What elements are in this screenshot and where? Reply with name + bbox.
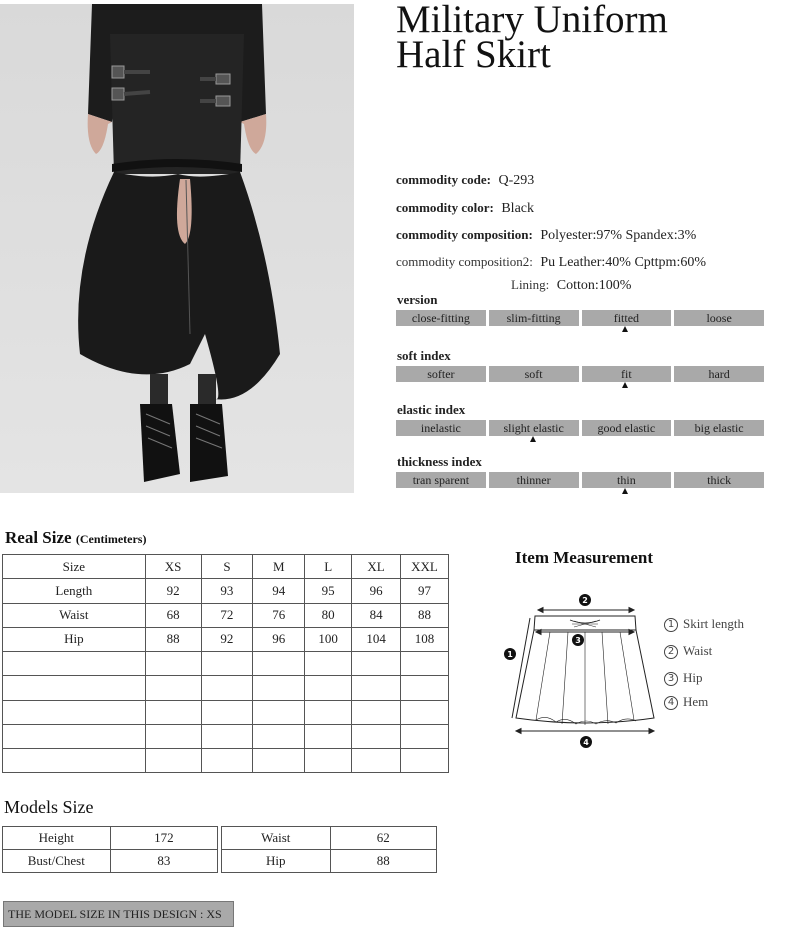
table-row-empty <box>3 676 449 700</box>
table-cell: 68 <box>145 603 201 627</box>
model-size-table-right <box>221 826 437 873</box>
table-row <box>222 827 437 850</box>
elastic-index-title: elastic index <box>397 402 466 417</box>
thickness-index-title: thickness index <box>397 454 482 469</box>
real-size-title <box>5 528 146 548</box>
table-header-cell: Size <box>3 555 146 579</box>
commodity-code-value: Q-293 <box>498 173 535 188</box>
scale-option: hard <box>674 366 764 382</box>
item-measurement-title: Item Measurement <box>515 548 654 567</box>
table-cell: 84 <box>352 603 401 627</box>
scale-option: soft <box>489 366 579 382</box>
table-row-empty <box>3 724 449 748</box>
legend-label: Hip <box>683 670 703 685</box>
svg-text:3: 3 <box>575 636 581 645</box>
svg-text:1: 1 <box>507 650 513 659</box>
scale-option: inelastic <box>396 420 486 436</box>
soft-index-scale <box>396 366 764 382</box>
table-row-empty <box>3 652 449 676</box>
table-row <box>3 603 449 627</box>
commodity-code-label: commodity code: <box>396 172 491 187</box>
scale-option: close-fitting <box>396 310 486 326</box>
table-cell: 96 <box>352 579 401 603</box>
bust-value: 83 <box>110 850 217 873</box>
table-cell: Waist <box>3 603 146 627</box>
legend-skirt-length <box>664 616 744 632</box>
elastic-index-marker-icon <box>530 436 536 442</box>
scale-option: thinner <box>489 472 579 488</box>
thickness-index-marker-icon <box>622 488 628 494</box>
scale-option: big elastic <box>674 420 764 436</box>
real-size-unit: (Centimeters) <box>75 532 147 546</box>
table-row-empty <box>3 749 449 773</box>
commodity-composition-label: commodity composition: <box>396 227 533 242</box>
table-row <box>222 850 437 873</box>
table-cell: 92 <box>145 579 201 603</box>
legend-number: 2 <box>664 645 678 659</box>
elastic-index-scale <box>396 420 764 436</box>
table-cell: 80 <box>305 603 352 627</box>
scale-option: fitted <box>582 310 672 326</box>
scale-option: good elastic <box>582 420 672 436</box>
waist-value: 62 <box>330 827 436 850</box>
skirt-measurement-diagram <box>500 590 670 755</box>
table-cell: 93 <box>201 579 253 603</box>
legend-number: 4 <box>664 696 678 710</box>
version-scale <box>396 310 764 326</box>
svg-text:2: 2 <box>582 596 588 605</box>
height-label: Height <box>3 827 111 850</box>
scale-option: tran sparent <box>396 472 486 488</box>
table-cell: 97 <box>401 579 449 603</box>
waist-label: Waist <box>222 827 331 850</box>
table-cell: Hip <box>3 627 146 651</box>
table-cell: 104 <box>352 627 401 651</box>
commodity-composition-value: Polyester:97% Spandex:3% <box>540 228 697 243</box>
legend-hip <box>664 670 703 686</box>
commodity-color-label: commodity color: <box>396 200 494 215</box>
table-cell: 96 <box>253 627 305 651</box>
commodity-color-row <box>396 200 534 217</box>
scale-option: loose <box>674 310 764 326</box>
table-header-cell: S <box>201 555 253 579</box>
table-header-cell: XL <box>352 555 401 579</box>
height-value: 172 <box>110 827 217 850</box>
hip-value: 88 <box>330 850 436 873</box>
product-title <box>396 0 668 76</box>
table-row <box>3 850 218 873</box>
legend-number: 1 <box>664 618 678 632</box>
version-marker-icon <box>622 326 628 332</box>
commodity-composition2-value: Pu Leather:40% Cpttpm:60% <box>540 255 707 270</box>
table-cell: 100 <box>305 627 352 651</box>
hip-label: Hip <box>222 850 331 873</box>
model-size-note: THE MODEL SIZE IN THIS DESIGN : XS <box>3 901 234 927</box>
commodity-composition2-label: commodity composition2: <box>396 254 533 269</box>
table-row-empty <box>3 700 449 724</box>
legend-waist <box>664 643 712 659</box>
lining-label: Lining: <box>511 277 550 292</box>
table-cell: 72 <box>201 603 253 627</box>
commodity-composition-row <box>396 227 696 244</box>
product-title-line2: Half Skirt <box>396 33 551 76</box>
table-cell: 95 <box>305 579 352 603</box>
svg-text:4: 4 <box>583 738 589 747</box>
table-cell: 92 <box>201 627 253 651</box>
table-row <box>3 827 218 850</box>
models-size-title: Models Size <box>4 797 94 817</box>
model-size-table-left <box>2 826 218 873</box>
commodity-code-row <box>396 172 534 189</box>
lining-value: Cotton:100% <box>556 278 632 293</box>
table-row <box>3 579 449 603</box>
table-header-cell: XS <box>145 555 201 579</box>
table-cell: 108 <box>401 627 449 651</box>
table-header-cell: M <box>253 555 305 579</box>
scale-option: softer <box>396 366 486 382</box>
scale-option: thick <box>674 472 764 488</box>
legend-hem <box>664 694 708 710</box>
table-header-row <box>3 555 449 579</box>
table-header-cell: L <box>305 555 352 579</box>
commodity-composition2-row <box>396 254 706 271</box>
table-cell: Length <box>3 579 146 603</box>
legend-label: Hem <box>683 694 709 709</box>
table-cell: 88 <box>401 603 449 627</box>
scale-option: thin <box>582 472 672 488</box>
table-cell: 88 <box>145 627 201 651</box>
size-table <box>2 554 449 773</box>
real-size-title-text: Real Size <box>5 528 72 547</box>
scale-option: fit <box>582 366 672 382</box>
thickness-index-scale <box>396 472 764 488</box>
bust-label: Bust/Chest <box>3 850 111 873</box>
legend-label: Skirt length <box>683 616 745 631</box>
skirt-model-image <box>0 4 354 493</box>
table-cell: 94 <box>253 579 305 603</box>
scale-option: slight elastic <box>489 420 579 436</box>
table-row <box>3 627 449 651</box>
lining-row <box>511 277 631 294</box>
table-cell: 76 <box>253 603 305 627</box>
scale-option: slim-fitting <box>489 310 579 326</box>
version-title: version <box>397 292 438 307</box>
table-header-cell: XXL <box>401 555 449 579</box>
soft-index-title: soft index <box>397 348 451 363</box>
legend-number: 3 <box>664 672 678 686</box>
soft-index-marker-icon <box>622 382 628 388</box>
product-title-line1: Military Uniform <box>396 0 668 41</box>
legend-label: Waist <box>683 643 713 658</box>
product-photo <box>0 4 354 493</box>
commodity-color-value: Black <box>501 201 534 216</box>
